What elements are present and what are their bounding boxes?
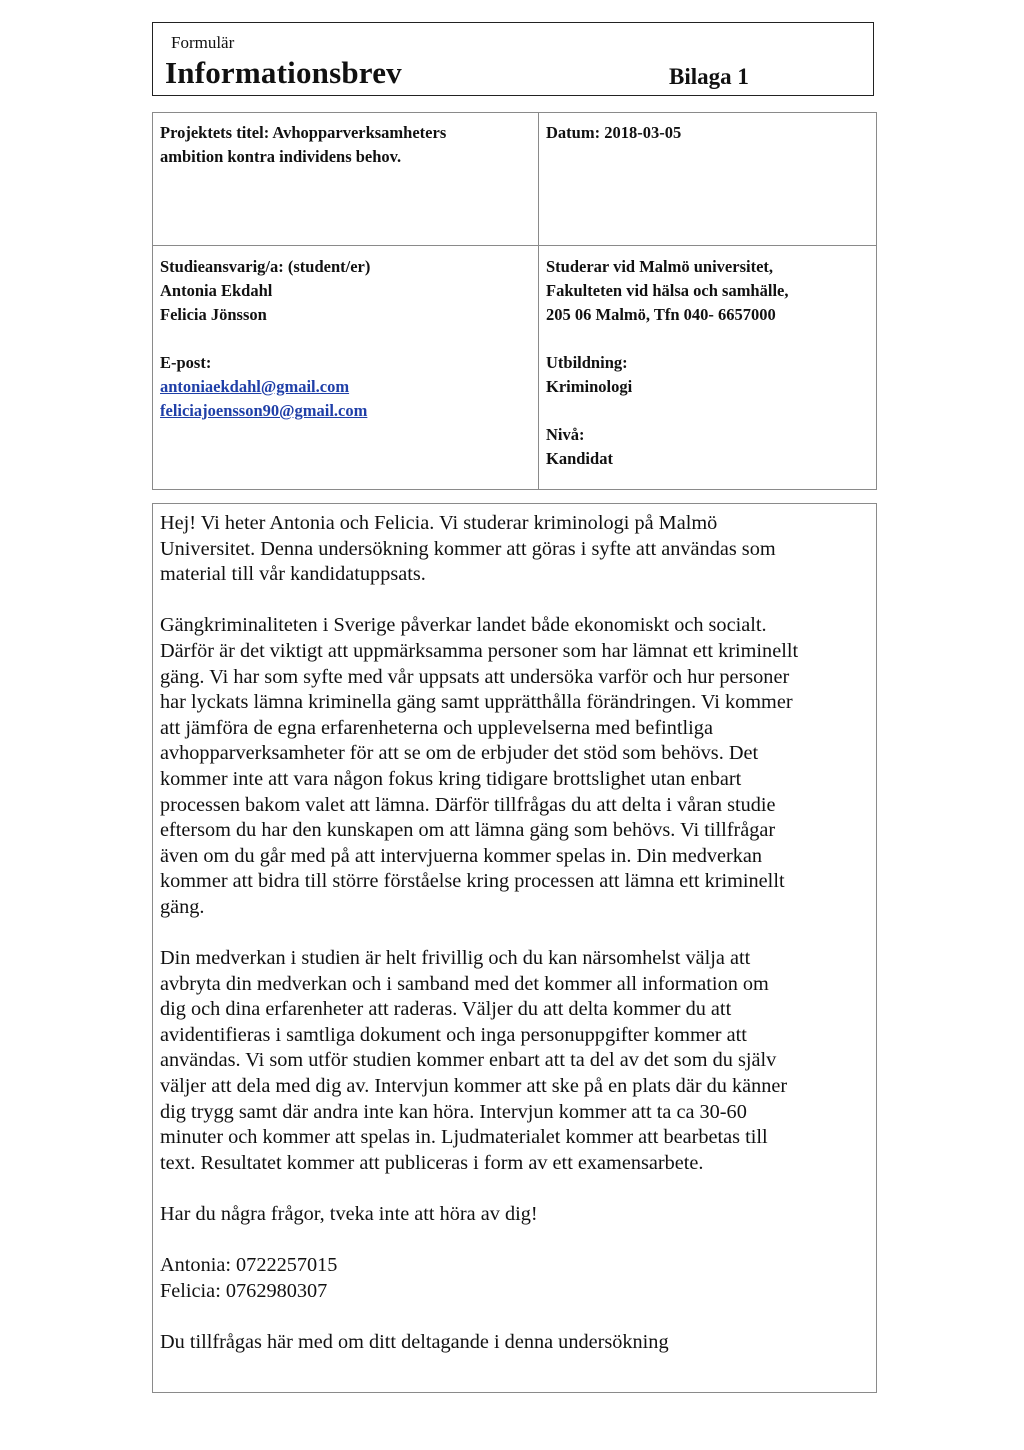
- letter-box: [152, 503, 877, 1393]
- letter-line: material till vår kandidatuppsats.: [160, 563, 426, 586]
- letter-line: Universitet. Denna undersökning kommer att göras i syfte att användas som: [160, 537, 776, 560]
- letter-line: avbryta din medverkan och i samband med det kommer all information om: [160, 972, 769, 995]
- letter-line: användas. Vi som utför studien kommer enbart att ta del av det som du själv: [160, 1049, 777, 1072]
- education-label: Utbildning:: [546, 353, 628, 372]
- project-date: Datum: 2018-03-05: [546, 123, 682, 142]
- letter-line: minuter och kommer att spelas in. Ljudmaterialet kommer att bearbetas till: [160, 1126, 768, 1149]
- university-line: Studerar vid Malmö universitet,: [546, 257, 774, 276]
- responsible-cell: [160, 255, 370, 423]
- row-divider: [153, 245, 876, 246]
- letter-line: Felicia: 0762980307: [160, 1279, 328, 1302]
- university-line: Fakulteten vid hälsa och samhälle,: [546, 281, 789, 300]
- student-name: Felicia Jönsson: [160, 305, 267, 324]
- letter-line: dig trygg samt där andra inte kan höra. Intervjun kommer att ta ca 30-60: [160, 1100, 747, 1123]
- letter-line: Din medverkan i studien är helt frivillig och du kan närsomhelst välja att: [160, 947, 751, 970]
- appendix-label: Bilaga 1: [669, 64, 749, 89]
- letter-line: även om du går med på att intervjuerna kommer spelas in. Din medverkan: [160, 844, 763, 867]
- letter-line: har lyckats lämna kriminella gäng samt upprätthålla förändringen. Vi kommer: [160, 691, 793, 714]
- letter-line: att jämföra de egna erfarenheterna och upplevelserna med befintliga: [160, 716, 713, 739]
- letter-line: Gängkriminaliteten i Sverige påverkar landet både ekonomiskt och socialt.: [160, 614, 767, 637]
- letter-line: processen bakom valet att lämna. Därför tillfrågas du att delta i våran studie: [160, 793, 776, 816]
- letter-line: Därför är det viktigt att uppmärksamma personer som har lämnat ett kriminellt: [160, 639, 799, 662]
- project-info-table: [152, 112, 877, 490]
- letter-line: avidentifieras i samtliga dokument och inga personuppgifter kommer att: [160, 1023, 747, 1046]
- student-name: Antonia Ekdahl: [160, 281, 273, 300]
- column-divider: [538, 113, 539, 489]
- letter-line: kommer inte att vara någon fokus kring tidigare brottslighet utan enbart: [160, 767, 742, 790]
- letter-line: eftersom du har den kunskapen om att lämna gäng som behövs. Vi tillfrågar: [160, 819, 776, 842]
- project-title-cell: [160, 121, 520, 169]
- project-title-line: ambition kontra individens behov.: [160, 147, 402, 166]
- document-header: [152, 22, 874, 96]
- email-link[interactable]: feliciajoensson90@gmail.com: [160, 401, 368, 420]
- letter-line: gäng.: [160, 895, 205, 918]
- responsible-heading: Studieansvarig/a: (student/er): [160, 257, 371, 276]
- level-label: Nivå:: [546, 425, 585, 444]
- level-value: Kandidat: [546, 449, 613, 468]
- letter-line: avhopparverksamheter för att se om de erbjuder det stöd som behövs. Det: [160, 742, 759, 765]
- form-label: Formulär: [171, 33, 235, 52]
- email-link[interactable]: antoniaekdahl@gmail.com: [160, 377, 350, 396]
- letter-line: gäng. Vi har som syfte med vår uppsats att undersöka varför och hur personer: [160, 665, 790, 688]
- university-cell: [546, 255, 788, 471]
- letter-line: Du tillfrågas här med om ditt deltagande i denna undersökning: [160, 1331, 669, 1353]
- letter-line: Antonia: 0722257015: [160, 1254, 338, 1277]
- email-label: E-post:: [160, 353, 212, 372]
- letter-line: text. Resultatet kommer att publiceras i form av ett examensarbete.: [160, 1151, 704, 1174]
- university-line: 205 06 Malmö, Tfn 040- 6657000: [546, 305, 776, 324]
- letter-line: Hej! Vi heter Antonia och Felicia. Vi studerar kriminologi på Malmö: [160, 512, 718, 534]
- letter-line: Har du några frågor, tveka inte att höra av dig!: [160, 1203, 538, 1226]
- date-cell: [546, 121, 681, 145]
- document-title: Informationsbrev: [165, 55, 402, 90]
- letter-line: kommer att bidra till större förståelse kring processen att lämna ett kriminellt: [160, 870, 785, 893]
- letter-line: väljer att dela med dig av. Intervjun kommer att ske på en plats där du känner: [160, 1075, 788, 1098]
- project-title-line: Projektets titel: Avhopparverksamheters: [160, 123, 447, 142]
- letter-line: dig och dina erfarenheter att raderas. Väljer du att delta kommer du att: [160, 998, 732, 1021]
- letter-body: [160, 511, 872, 1356]
- education-value: Kriminologi: [546, 377, 633, 396]
